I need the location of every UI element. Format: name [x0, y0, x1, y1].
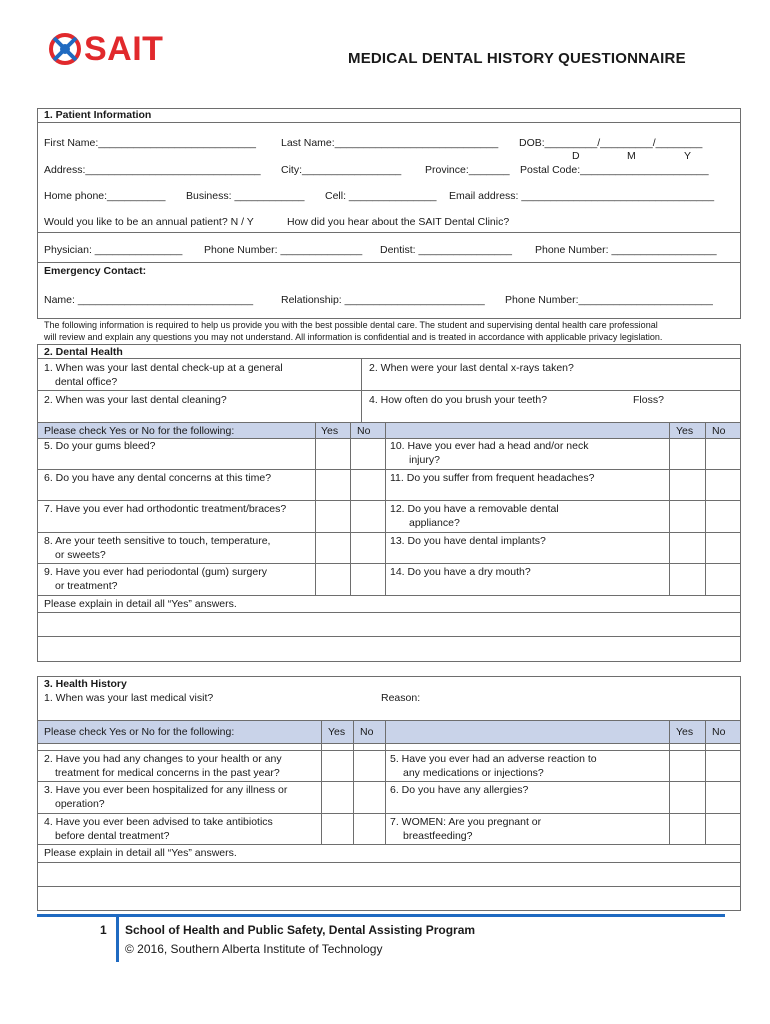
dental-q14: 14. Do you have a dry mouth?	[390, 566, 531, 578]
dental-q11: 11. Do you suffer from frequent headaches?	[390, 472, 595, 484]
health-check-instruction: Please check Yes or No for the following:	[44, 726, 235, 738]
health-q1-last-visit: 1. When was your last medical visit?	[44, 692, 214, 704]
dental-no-header-left: No	[357, 425, 371, 437]
emergency-relationship-field[interactable]: Relationship: ________________________	[281, 294, 485, 306]
health-no-header-left: No	[360, 726, 374, 738]
dental-q10-line2: injury?	[409, 454, 440, 466]
first-name-field[interactable]: First Name:___________________________	[44, 137, 256, 149]
health-q2-yes-box[interactable]	[322, 751, 353, 781]
emergency-contact-heading: Emergency Contact:	[44, 265, 147, 277]
dental-explain-label: Please explain in detail all “Yes” answers.	[44, 598, 237, 610]
referral-question[interactable]: How did you hear about the SAIT Dental Clinic?	[287, 216, 510, 228]
health-q5-no-box[interactable]	[706, 751, 740, 781]
dental-q1-line1: 1. When was your last dental check-up at a general	[44, 362, 283, 374]
dob-day-label: D	[572, 150, 580, 162]
emergency-name-field[interactable]: Name: ______________________________	[44, 294, 254, 306]
health-q5-line1: 5. Have you ever had an adverse reaction to	[390, 753, 597, 765]
physician-field[interactable]: Physician: _______________	[44, 244, 183, 256]
section-patient-info-heading: 1. Patient Information	[44, 109, 152, 121]
address-field[interactable]: Address:______________________________	[44, 164, 261, 176]
health-q4-line1: 4. Have you ever been advised to take antibiotics	[44, 816, 273, 828]
dental-explain-line-2[interactable]	[38, 637, 740, 660]
sait-logo-icon	[48, 30, 82, 68]
health-q2-no-box[interactable]	[354, 751, 385, 781]
dental-check-instruction: Please check Yes or No for the following:	[44, 425, 235, 437]
health-reason-label: Reason:	[381, 692, 421, 704]
privacy-notice-line2: will review and explain any questions you may not understand. All information is confidential and is treated in accordance with applicable privacy legislation.	[44, 332, 663, 342]
dental-q1-line2: dental office?	[55, 376, 118, 388]
health-q4-line2: before dental treatment?	[55, 830, 170, 842]
annual-patient-question[interactable]: Would you like to be an annual patient? N / Y	[44, 216, 254, 228]
province-field[interactable]: Province:_______	[425, 164, 510, 176]
dob-year-label: Y	[684, 150, 692, 162]
page-title: MEDICAL DENTAL HISTORY QUESTIONNAIRE	[348, 50, 686, 67]
page-number: 1	[100, 923, 107, 937]
dob-field[interactable]: DOB:_________/_________/________	[519, 137, 703, 149]
footer-copyright: © 2016, Southern Alberta Institute of Technology	[125, 942, 383, 956]
city-field[interactable]: City:_________________	[281, 164, 402, 176]
health-q2-line1: 2. Have you had any changes to your health or any	[44, 753, 282, 765]
health-explain-line-1[interactable]	[38, 863, 740, 885]
dental-q2-xrays: 2. When were your last dental x-rays taken?	[369, 362, 574, 374]
emergency-phone-field[interactable]: Phone Number:_______________________	[505, 294, 713, 306]
dental-q9-line2: or treatment?	[55, 580, 118, 592]
health-explain-label: Please explain in detail all “Yes” answers.	[44, 847, 237, 859]
dental-yes-header-left: Yes	[321, 425, 339, 437]
health-q2-line2: treatment for medical concerns in the past year?	[55, 767, 280, 779]
health-q3-line1: 3. Have you ever been hospitalized for any illness or	[44, 784, 288, 796]
section-health-history-heading: 3. Health History	[44, 678, 127, 690]
health-q5-line2: any medications or injections?	[403, 767, 544, 779]
section-dental-health-heading: 2. Dental Health	[44, 346, 123, 358]
health-no-header-right: No	[712, 726, 726, 738]
health-yes-header-left: Yes	[328, 726, 346, 738]
dental-q5-yes-box[interactable]	[316, 439, 350, 469]
dental-explain-line-1[interactable]	[38, 613, 740, 635]
business-phone-field[interactable]: Business: ____________	[186, 190, 305, 202]
health-q3-line2: operation?	[55, 798, 105, 810]
footer-program: School of Health and Public Safety, Dental Assisting Program	[125, 923, 476, 937]
dental-no-header-right: No	[712, 425, 726, 437]
dental-q6: 6. Do you have any dental concerns at this time?	[44, 472, 272, 484]
dentist-phone-field[interactable]: Phone Number: __________________	[535, 244, 717, 256]
health-q7-line2: breastfeeding?	[403, 830, 473, 842]
dental-q13: 13. Do you have dental implants?	[390, 535, 546, 547]
postal-code-field[interactable]: Postal Code:______________________	[520, 164, 709, 176]
physician-phone-field[interactable]: Phone Number: ______________	[204, 244, 363, 256]
dental-q10-yes-box[interactable]	[670, 439, 705, 469]
home-phone-field[interactable]: Home phone:__________	[44, 190, 166, 202]
health-explain-line-2[interactable]	[38, 887, 740, 909]
logo-text: SAIT	[84, 30, 164, 68]
dental-yes-header-right: Yes	[676, 425, 694, 437]
health-q5-yes-box[interactable]	[670, 751, 705, 781]
footer-divider	[116, 917, 119, 962]
dental-floss-label: Floss?	[633, 394, 664, 406]
dental-q12-line1: 12. Do you have a removable dental	[390, 503, 559, 515]
cell-phone-field[interactable]: Cell: _______________	[325, 190, 437, 202]
dental-q5: 5. Do your gums bleed?	[44, 440, 156, 452]
dental-q2-cleaning: 2. When was your last dental cleaning?	[44, 394, 227, 406]
dental-q10-no-box[interactable]	[706, 439, 740, 469]
dentist-field[interactable]: Dentist: ________________	[380, 244, 512, 256]
dental-q8-line1: 8. Are your teeth sensitive to touch, temperature,	[44, 535, 271, 547]
dental-q8-line2: or sweets?	[55, 549, 106, 561]
dob-month-label: M	[627, 150, 636, 162]
dental-q10-line1: 10. Have you ever had a head and/or neck	[390, 440, 589, 452]
health-yes-header-right: Yes	[676, 726, 694, 738]
dental-q5-no-box[interactable]	[351, 439, 385, 469]
health-q7-line1: 7. WOMEN: Are you pregnant or	[390, 816, 542, 828]
footer-rule	[37, 914, 725, 917]
last-name-field[interactable]: Last Name:____________________________	[281, 137, 499, 149]
dental-q12-line2: appliance?	[409, 517, 460, 529]
privacy-notice-line1: The following information is required to help us provide you with the best possible dental care. The student and supervising dental health care professional	[44, 320, 658, 330]
dental-q4-brushing: 4. How often do you brush your teeth?	[369, 394, 548, 406]
email-field[interactable]: Email address: _________________________________	[449, 190, 715, 202]
dental-q7: 7. Have you ever had orthodontic treatment/braces?	[44, 503, 287, 515]
dental-q9-line1: 9. Have you ever had periodontal (gum) surgery	[44, 566, 267, 578]
health-q6: 6. Do you have any allergies?	[390, 784, 529, 796]
